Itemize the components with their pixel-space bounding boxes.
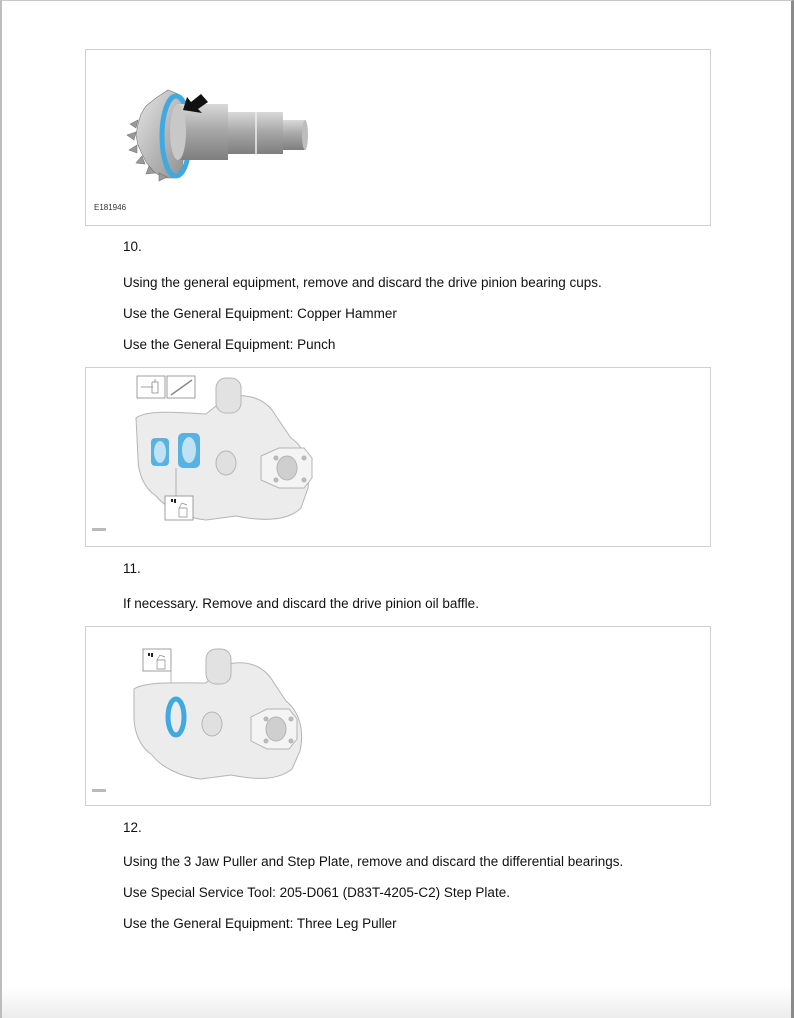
figure-id-mark <box>92 789 106 792</box>
figure-oil-baffle <box>85 626 711 806</box>
step-number: 11. <box>123 561 141 576</box>
step-number: 12. <box>123 820 142 835</box>
differential-housing-baffle-illustration <box>86 627 710 805</box>
step-instruction: Using the general equipment, remove and discard the drive pinion bearing cups. <box>123 275 602 290</box>
step-instruction: Using the 3 Jaw Puller and Step Plate, remove and discard the differential bearings. <box>123 854 624 869</box>
drive-pinion-illustration <box>86 50 710 225</box>
differential-housing-illustration <box>86 368 710 546</box>
step-note: Use the General Equipment: Punch <box>123 337 336 352</box>
figure-bearing-cups <box>85 367 711 547</box>
step-instruction: If necessary. Remove and discard the drive pinion oil baffle. <box>123 596 479 611</box>
step-note: Use the General Equipment: Three Leg Puller <box>123 916 397 931</box>
step-note: Use the General Equipment: Copper Hammer <box>123 306 397 321</box>
figure-id-mark <box>92 528 106 531</box>
figure-drive-pinion <box>85 49 711 226</box>
step-number: 10. <box>123 239 142 254</box>
punch-icon <box>167 376 195 398</box>
step-note: Use Special Service Tool: 205-D061 (D83T-4205-C2) Step Plate. <box>123 885 510 900</box>
copper-hammer-icon <box>137 376 165 398</box>
figure-id: E181946 <box>94 203 127 212</box>
